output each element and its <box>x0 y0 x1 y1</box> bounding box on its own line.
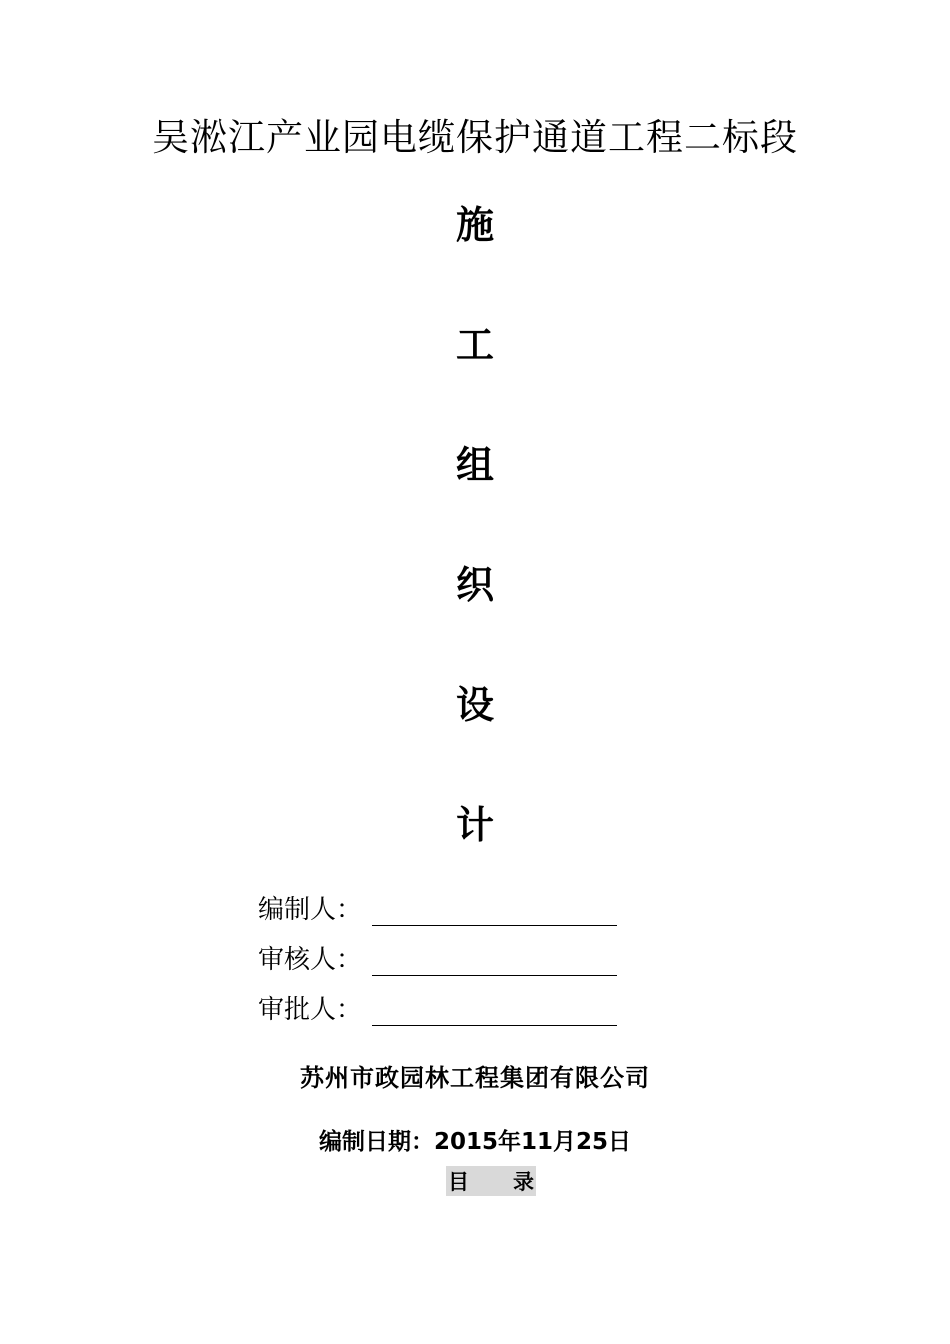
project-title: 吴淞江产业园电缆保护通道工程二标段 <box>152 116 798 159</box>
toc-heading-char-2: 录 <box>513 1170 534 1194</box>
signature-label-reviewer: 审核人： <box>258 945 363 975</box>
main-title-char-4: 织 <box>455 562 494 607</box>
compile-date: 编制日期：2015年11月25日 <box>318 1129 632 1155</box>
signature-row-reviewer <box>258 940 617 980</box>
main-title-char-2: 工 <box>455 322 494 367</box>
signature-line-approver <box>372 997 617 1026</box>
signature-label-approver: 审批人： <box>258 995 363 1025</box>
signature-label-compiler: 编制人： <box>258 895 363 925</box>
toc-heading <box>446 1166 536 1196</box>
toc-heading-char-1: 目 <box>448 1170 469 1194</box>
signature-line-reviewer <box>372 947 617 976</box>
signature-row-approver <box>258 990 617 1030</box>
main-title-char-3: 组 <box>455 442 494 487</box>
company-name: 苏州市政园林工程集团有限公司 <box>300 1064 650 1092</box>
main-title-char-5: 设 <box>455 682 494 727</box>
signature-row-compiler <box>258 890 617 930</box>
main-title-char-1: 施 <box>455 202 494 247</box>
main-title-char-6: 计 <box>455 802 494 847</box>
signature-line-compiler <box>372 897 617 926</box>
